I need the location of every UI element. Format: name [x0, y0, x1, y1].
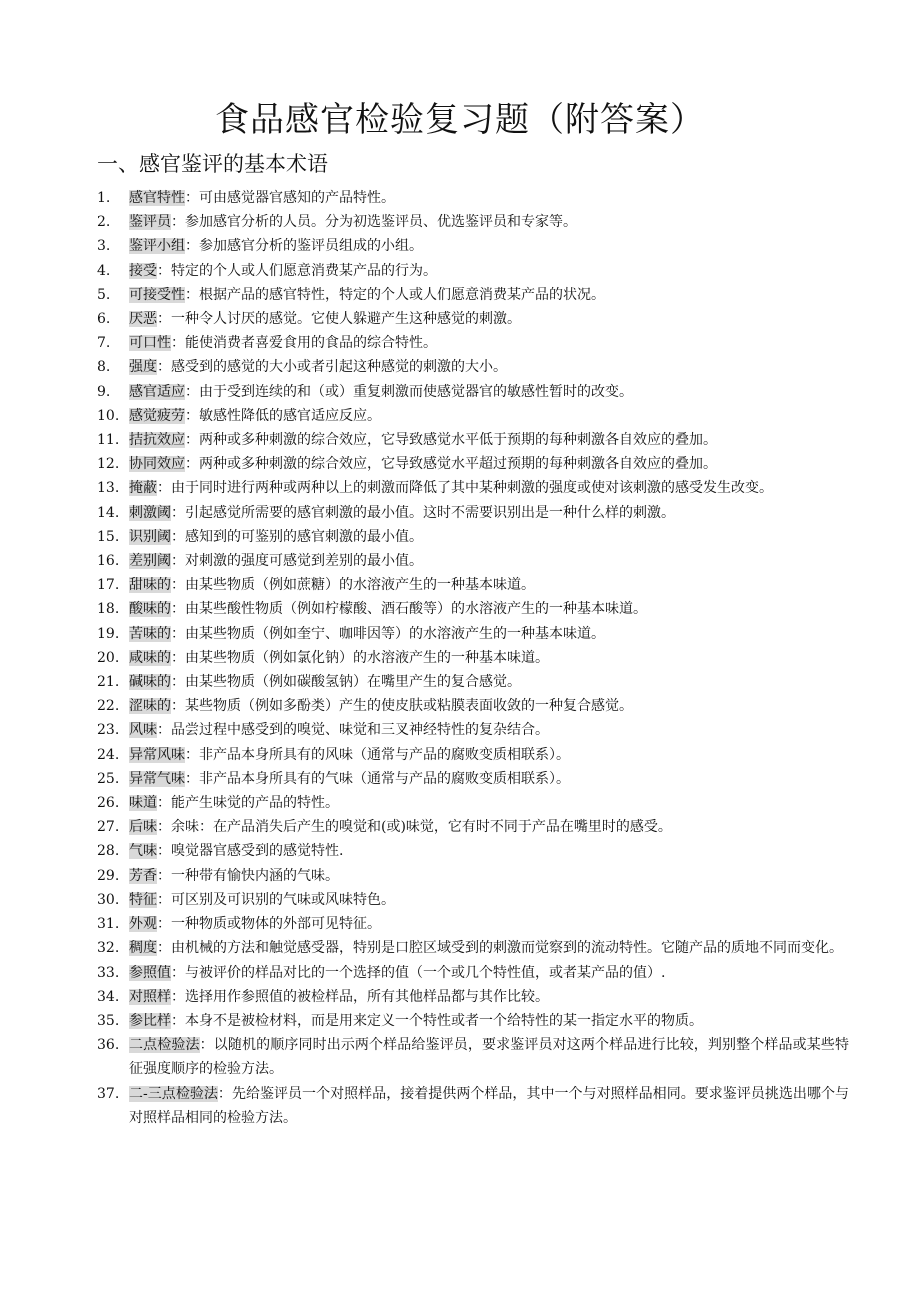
- term-name: 气味: [129, 843, 157, 860]
- term-number: 11.: [97, 432, 120, 449]
- term-list: [97, 186, 849, 1130]
- term-separator: ：: [171, 1012, 185, 1029]
- term-list-item: [97, 622, 849, 646]
- term-name: 差别阈: [129, 553, 171, 570]
- term-name: 参比样: [129, 1012, 171, 1029]
- term-number: 20.: [97, 649, 120, 666]
- term-separator: ：: [157, 819, 171, 836]
- term-name: 参照值: [129, 964, 171, 981]
- term-definition: 先给鉴评员一个对照样品，接着提供两个样品，其中一个与对照样品相同。要求鉴评员挑选出哪个与对照样品相同的检验方法。: [129, 1085, 850, 1126]
- term-definition: 能使消费者喜爱食用的食品的综合特性。: [185, 335, 437, 352]
- term-list-item: [97, 888, 849, 912]
- term-number: 12.: [97, 456, 120, 473]
- term-number: 4.: [97, 262, 111, 279]
- term-definition: 一种物质或物体的外部可见特征。: [171, 916, 381, 933]
- term-name: 碱味的: [129, 674, 171, 691]
- term-separator: ：: [171, 335, 185, 352]
- term-name: 感觉疲劳: [129, 407, 185, 424]
- term-list-item: [97, 380, 849, 404]
- term-definition: 余味：在产品消失后产生的嗅觉和(或)味觉，它有时不同于产品在嘴里时的感受。: [171, 819, 672, 836]
- term-definition: 对刺激的强度可感觉到差别的最小值。: [185, 553, 423, 570]
- term-number: 36.: [97, 1037, 120, 1054]
- term-number: 14.: [97, 504, 120, 521]
- term-separator: ：: [171, 698, 185, 715]
- term-number: 16.: [97, 553, 120, 570]
- term-definition: 嗅觉器官感受到的感觉特性.: [171, 843, 344, 860]
- term-number: 23.: [97, 722, 120, 739]
- term-name: 二点检验法: [129, 1037, 200, 1054]
- term-name: 感官适应: [129, 383, 185, 400]
- term-number: 32.: [97, 940, 120, 957]
- term-number: 15.: [97, 528, 120, 545]
- term-name: 接受: [129, 262, 157, 279]
- term-name: 对照样: [129, 988, 171, 1005]
- term-number: 5.: [97, 286, 111, 303]
- term-definition: 由机械的方法和触觉感受器，特别是口腔区域受到的刺激而觉察到的流动特性。它随产品的质地不同而变化。: [171, 940, 843, 957]
- term-name: 稠度: [129, 940, 157, 957]
- term-name: 识别阈: [129, 528, 171, 545]
- term-list-item: [97, 985, 849, 1009]
- term-list-item: [97, 355, 849, 379]
- term-separator: ：: [185, 407, 199, 424]
- term-number: 18.: [97, 601, 120, 618]
- term-number: 17.: [97, 577, 120, 594]
- term-number: 10.: [97, 407, 120, 424]
- term-list-item: [97, 815, 849, 839]
- term-number: 24.: [97, 746, 120, 763]
- term-definition: 由于受到连续的和（或）重复刺激而使感觉器官的敏感性暂时的改变。: [199, 383, 633, 400]
- term-number: 30.: [97, 891, 120, 908]
- term-number: 29.: [97, 867, 120, 884]
- term-definition: 能产生味觉的产品的特性。: [171, 795, 339, 812]
- term-list-item: [97, 646, 849, 670]
- term-number: 21.: [97, 674, 120, 691]
- term-name: 可接受性: [129, 286, 185, 303]
- term-separator: ：: [185, 432, 199, 449]
- term-number: 13.: [97, 480, 120, 497]
- term-name: 掩蔽: [129, 480, 157, 497]
- term-list-item: [97, 694, 849, 718]
- term-name: 咸味的: [129, 649, 171, 666]
- term-definition: 某些物质（例如多酚类）产生的使皮肤或粘膜表面收敛的一种复合感觉。: [185, 698, 633, 715]
- term-name: 二-三点检验法: [129, 1085, 218, 1102]
- term-number: 6.: [97, 311, 111, 328]
- term-number: 25.: [97, 770, 120, 787]
- term-definition: 本身不是被检材料，而是用来定义一个特性或者一个给特性的某一指定水平的物质。: [185, 1012, 703, 1029]
- term-list-item: [97, 767, 849, 791]
- term-definition: 一种带有愉快内涵的气味。: [171, 867, 339, 884]
- term-name: 拮抗效应: [129, 432, 185, 449]
- term-list-item: [97, 1009, 849, 1033]
- term-definition: 引起感觉所需要的感官刺激的最小值。这时不需要识别出是一种什么样的刺激。: [185, 504, 675, 521]
- term-name: 协同效应: [129, 456, 185, 473]
- term-name: 芳香: [129, 867, 157, 884]
- term-definition: 参加感官分析的人员。分为初选鉴评员、优选鉴评员和专家等。: [185, 214, 577, 231]
- term-number: 33.: [97, 964, 120, 981]
- term-name: 厌恶: [129, 311, 157, 328]
- term-list-item: [97, 936, 849, 960]
- term-definition: 敏感性降低的感官适应反应。: [199, 407, 381, 424]
- term-separator: ：: [171, 625, 185, 642]
- term-separator: ：: [157, 916, 171, 933]
- term-separator: ：: [171, 988, 185, 1005]
- term-separator: ：: [171, 214, 185, 231]
- term-list-item: [97, 839, 849, 863]
- term-list-item: [97, 234, 849, 258]
- term-list-item: [97, 259, 849, 283]
- term-list-item: [97, 573, 849, 597]
- term-separator: ：: [185, 286, 199, 303]
- term-separator: ：: [185, 190, 199, 206]
- term-definition: 选择用作参照值的被检样品，所有其他样品都与其作比较。: [185, 988, 549, 1005]
- term-name: 外观: [129, 916, 157, 933]
- term-separator: ：: [157, 722, 171, 739]
- term-name: 后味: [129, 819, 157, 836]
- term-definition: 两种或多种刺激的综合效应，它导致感觉水平低于预期的每种刺激各自效应的叠加。: [199, 432, 717, 449]
- term-definition: 由某些物质（例如碳酸氢钠）在嘴里产生的复合感觉。: [185, 674, 521, 691]
- term-definition: 可区别及可识别的气味或风味特色。: [171, 891, 395, 908]
- term-number: 31.: [97, 916, 120, 933]
- term-name: 可口性: [129, 335, 171, 352]
- term-list-item: [97, 597, 849, 621]
- term-separator: ：: [185, 770, 199, 787]
- term-separator: ：: [171, 964, 185, 981]
- term-separator: ：: [185, 238, 199, 255]
- term-separator: ：: [157, 311, 171, 328]
- term-name: 异常气味: [129, 770, 185, 787]
- term-number: 28.: [97, 843, 120, 860]
- term-list-item: [97, 186, 849, 210]
- term-number: 27.: [97, 819, 120, 836]
- term-list-item: [97, 210, 849, 234]
- term-name: 涩味的: [129, 698, 171, 715]
- term-name: 味道: [129, 795, 157, 812]
- term-list-item: [97, 864, 849, 888]
- term-list-item: [97, 670, 849, 694]
- term-list-item: [97, 718, 849, 742]
- term-name: 鉴评小组: [129, 238, 185, 255]
- term-separator: ：: [171, 553, 185, 570]
- term-list-item: [97, 912, 849, 936]
- section-heading: 一、感官鉴评的基本术语: [97, 152, 328, 176]
- term-definition: 与被评价的样品对比的一个选择的值（一个或几个特性值，或者某产品的值）.: [185, 964, 666, 981]
- term-separator: ：: [171, 577, 185, 594]
- term-list-item: [97, 549, 849, 573]
- term-definition: 根据产品的感官特性，特定的个人或人们愿意消费某产品的状况。: [199, 286, 605, 303]
- term-separator: ：: [185, 456, 199, 473]
- term-number: 8.: [97, 359, 111, 376]
- term-list-item: [97, 525, 849, 549]
- term-definition: 两种或多种刺激的综合效应，它导致感觉水平超过预期的每种刺激各自效应的叠加。: [199, 456, 717, 473]
- term-name: 风味: [129, 722, 157, 739]
- term-list-item: [97, 743, 849, 767]
- term-list-item: [97, 791, 849, 815]
- term-separator: ：: [217, 1085, 232, 1102]
- term-definition: 感受到的感觉的大小或者引起这种感觉的刺激的大小。: [171, 359, 507, 376]
- term-list-item: [97, 452, 849, 476]
- term-separator: ：: [171, 504, 185, 521]
- term-list-item: [97, 404, 849, 428]
- term-list-item: [97, 428, 849, 452]
- term-list-item: [97, 1033, 849, 1081]
- term-definition: 由某些酸性物质（例如柠檬酸、酒石酸等）的水溶液产生的一种基本味道。: [185, 601, 647, 618]
- term-list-item: [97, 331, 849, 355]
- term-name: 异常风味: [129, 746, 185, 763]
- term-definition: 非产品本身所具有的风味（通常与产品的腐败变质相联系）。: [199, 746, 570, 763]
- term-list-item: [97, 961, 849, 985]
- term-separator: ：: [157, 940, 171, 957]
- term-definition: 感知到的可鉴别的感官刺激的最小值。: [185, 528, 423, 545]
- term-separator: ：: [157, 480, 171, 497]
- term-separator: ：: [157, 359, 171, 376]
- term-number: 22.: [97, 698, 120, 715]
- term-definition: 以随机的顺序同时出示两个样品给鉴评员，要求鉴评员对这两个样品进行比较，判别整个样品或某些特征强度顺序的检验方法。: [129, 1037, 850, 1078]
- term-definition: 品尝过程中感受到的嗅觉、味觉和三叉神经特性的复杂结合。: [171, 722, 549, 739]
- term-number: 19.: [97, 625, 120, 642]
- term-definition: 由某些物质（例如蔗糖）的水溶液产生的一种基本味道。: [185, 577, 535, 594]
- term-separator: ：: [171, 601, 185, 618]
- term-separator: ：: [171, 649, 185, 666]
- term-name: 感官特性: [129, 190, 185, 206]
- term-list-item: [97, 476, 849, 500]
- term-definition: 一种令人讨厌的感觉。它使人躲避产生这种感觉的刺激。: [171, 311, 521, 328]
- term-definition: 由于同时进行两种或两种以上的刺激而降低了其中某种刺激的强度或使对该刺激的感受发生改变。: [171, 480, 773, 497]
- term-list-item: [97, 283, 849, 307]
- term-number: 2.: [97, 214, 111, 231]
- term-name: 酸味的: [129, 601, 171, 618]
- term-number: 37.: [97, 1085, 120, 1102]
- term-number: 3.: [97, 238, 111, 255]
- term-list-item: [97, 501, 849, 525]
- term-separator: ：: [157, 262, 171, 279]
- term-definition: 由某些物质（例如氯化钠）的水溶液产生的一种基本味道。: [185, 649, 549, 666]
- term-separator: ：: [171, 674, 185, 691]
- term-separator: ：: [157, 795, 171, 812]
- document-title: 食品感官检验复习题（附答案）: [215, 100, 705, 140]
- term-name: 甜味的: [129, 577, 171, 594]
- term-list-item: [97, 1082, 849, 1130]
- term-definition: 特定的个人或人们愿意消费某产品的行为。: [171, 262, 437, 279]
- term-number: 9.: [97, 383, 111, 400]
- term-number: 1.: [97, 190, 111, 206]
- term-definition: 由某些物质（例如奎宁、咖啡因等）的水溶液产生的一种基本味道。: [185, 625, 605, 642]
- term-separator: ：: [185, 746, 199, 763]
- term-separator: ：: [185, 383, 199, 400]
- term-number: 7.: [97, 335, 111, 352]
- term-separator: ：: [199, 1037, 214, 1054]
- term-list-item: [97, 307, 849, 331]
- term-name: 刺激阈: [129, 504, 171, 521]
- term-name: 鉴评员: [129, 214, 171, 231]
- term-separator: ：: [157, 867, 171, 884]
- term-number: 35.: [97, 1012, 120, 1029]
- term-name: 特征: [129, 891, 157, 908]
- term-name: 苦味的: [129, 625, 171, 642]
- term-definition: 可由感觉器官感知的产品特性。: [199, 190, 395, 206]
- term-separator: ：: [171, 528, 185, 545]
- term-separator: ：: [157, 843, 171, 860]
- term-definition: 参加感官分析的鉴评员组成的小组。: [199, 238, 423, 255]
- term-separator: ：: [157, 891, 171, 908]
- term-number: 26.: [97, 795, 120, 812]
- term-name: 强度: [129, 359, 157, 376]
- term-number: 34.: [97, 988, 120, 1005]
- term-definition: 非产品本身所具有的气味（通常与产品的腐败变质相联系）。: [199, 770, 570, 787]
